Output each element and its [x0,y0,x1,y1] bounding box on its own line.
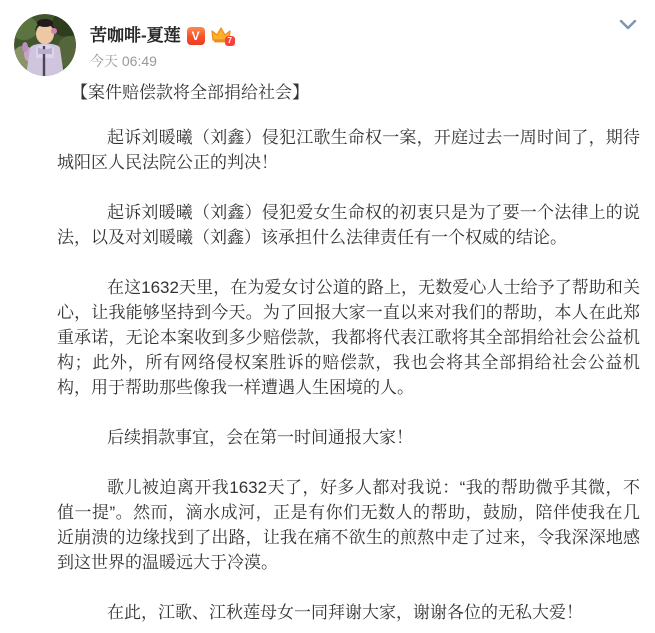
post-paragraph-5: 歌儿被迫离开我1632天了，好多人都对我说：“我的帮助微乎其微，不值一提”。然而，滴水成河，正是有你们无数人的帮助，鼓励，陪伴使我在几近崩溃的边缘找到了出路，让我在痛不欲生的煎熬中走了过来，令我深深地感到这世界的温暖远大于冷漠。 [57,478,640,572]
username[interactable]: 苦咖啡-夏莲 [90,26,181,45]
header-info [90,14,235,76]
name-row [90,25,235,47]
avatar[interactable] [14,14,76,76]
post-paragraph-2: 起诉刘暖曦（刘鑫）侵犯爱女生命权的初衷只是为了要一个法律上的说法，以及对刘暖曦（刘鑫）该承担什么法律责任有一个权威的结论。 [57,203,640,247]
post-header [0,0,655,76]
post-paragraph-4: 后续捐款事宜，会在第一时间通报大家！ [107,428,413,447]
post-paragraph-3: 在这1632天里，在为爱女讨公道的路上，无数爱心人士给予了帮助和关心，让我能够坚持到今天。为了回报大家一直以来对我们的帮助，本人在此郑重承诺，无论本案收到多少赔偿款，我都将代表江歌将其全部捐给社会公益机构；此外，所有网络侵权案胜诉的赔偿款，我也会将其全部捐给社会公益机构，用于帮助那些像我一样遭遇人生困境的人。 [57,278,640,397]
verified-v-icon: V [187,27,205,45]
vip-level-badge: 7 [225,36,235,46]
timestamp: 今天 06:49 [90,53,157,69]
post-paragraph-1: 起诉刘暖曦（刘鑫）侵犯江歌生命权一案，开庭过去一周时间了，期待城阳区人民法院公正的判决！ [57,128,640,172]
chevron-down-icon[interactable] [619,18,637,30]
vip-crown-icon [211,27,235,46]
avatar-portrait-image [14,14,76,76]
post-body [0,76,655,625]
post-paragraph-6: 在此，江歌、江秋莲母女一同拜谢大家，谢谢各位的无私大爱！ [107,603,583,622]
post-title: 【案件赔偿款将全部捐给社会】 [71,83,309,102]
